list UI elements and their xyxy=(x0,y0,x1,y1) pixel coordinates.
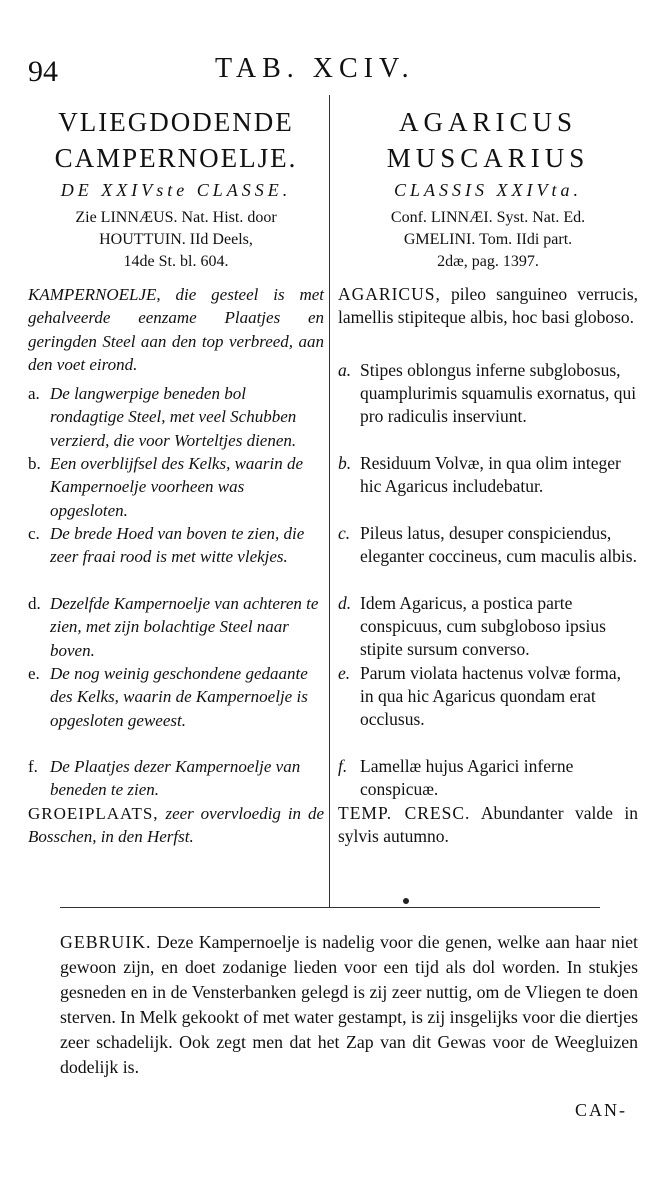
gebruik-paragraph xyxy=(60,930,638,1080)
right-item-marker: d. xyxy=(338,592,352,613)
left-item-marker: b. xyxy=(28,454,41,474)
right-temp xyxy=(338,802,638,849)
page-number: 94 xyxy=(28,55,58,88)
left-items xyxy=(28,382,324,802)
left-item-text: Een overblijfsel des Kelks, waarin de Kampernoelje voorheen was opgesloten. xyxy=(50,454,304,520)
right-item-text: Parum violata hactenus volvæ forma, in qua hic Agaricus quondam erat occlusus. xyxy=(360,662,621,730)
left-item-d xyxy=(28,592,324,662)
right-intro-label: AGARICUS, xyxy=(338,284,441,304)
left-ref-line2: HOUTTUIN. IId Deels, xyxy=(99,231,253,248)
right-item-d xyxy=(338,592,638,662)
right-ref-line2: GMELINI. Tom. IIdi part. xyxy=(403,231,573,248)
left-groeiplaats xyxy=(28,802,324,849)
left-item-a xyxy=(28,382,324,452)
column-divider xyxy=(329,95,330,907)
gebruik-text: Deze Kampernoelje is nadelig voor die genen, welke aan haar niet gewoon zijn, en doet zodanige lieden voor een tijd als dol worden. In stukjes gesneden en in de Vensterbanken gelegd is zij zeer nuttig, om de Vliegen te doen sterven. In Melk gekookt of met water gestampt, is zij insgelijks voor die diertjes zeer schadelijk. Ook zegt men dat het Zap van dit Gewas voor de Weegluizen dodelijk is. xyxy=(60,932,638,1077)
left-title-line2: CAMPERNOELJE. xyxy=(54,143,298,173)
catchword: CAN- xyxy=(575,1100,627,1120)
right-item-text: Residuum Volvæ, in qua olim integer hic Agaricus includebatur. xyxy=(360,452,621,496)
left-item-e xyxy=(28,662,324,755)
left-item-b xyxy=(28,452,324,522)
groeiplaats-text: zeer overvloedig in de Bosschen, in den Herfst. xyxy=(28,804,324,847)
right-title-line2: MUSCARIUS xyxy=(386,143,590,173)
right-class-line: CLASSIS XXIVta. xyxy=(394,180,582,200)
left-item-text: De Plaatjes dezer Kampernoelje van beneden te zien. xyxy=(50,757,301,800)
plate-title: TAB. XCIV. xyxy=(215,53,415,84)
left-item-text: Dezelfde Kampernoelje van achteren te zien, met zijn bolachtige Steel naar boven. xyxy=(50,594,319,660)
right-item-f xyxy=(338,755,638,802)
right-item-marker: f. xyxy=(338,755,348,776)
right-item-marker: b. xyxy=(338,452,352,473)
left-title-line1: VLIEGDODENDE xyxy=(58,107,294,137)
right-item-marker: e. xyxy=(338,662,351,683)
ornament-dot xyxy=(403,898,409,904)
right-intro xyxy=(338,283,638,330)
temp-label: TEMP. CRESC. xyxy=(338,802,471,823)
left-item-marker: e. xyxy=(28,664,40,684)
right-item-text: Stipes oblongus inferne subglobosus, quamplurimis squamulis exornatus, qui pro radiculis inserviunt. xyxy=(360,359,637,427)
left-item-marker: c. xyxy=(28,524,40,544)
left-item-marker: d. xyxy=(28,594,41,614)
gebruik-label: GEBRUIK. xyxy=(60,932,152,952)
right-item-e xyxy=(338,662,638,755)
left-item-f xyxy=(28,755,324,802)
left-intro: KAMPERNOELJE, die gesteel is met gehalveerde eenzame Plaatjes en geringden Steel aan den top verbreed, aan den voet eirond. xyxy=(28,285,324,374)
section-rule xyxy=(60,907,600,908)
right-item-b xyxy=(338,452,638,522)
left-item-marker: f. xyxy=(28,757,38,777)
right-item-text: Lamellæ hujus Agarici inferne conspicuæ. xyxy=(360,755,574,799)
left-column xyxy=(28,104,324,849)
right-item-marker: c. xyxy=(338,522,351,543)
left-item-marker: a. xyxy=(28,384,40,404)
right-ref-line3: 2dæ, pag. 1397. xyxy=(437,253,539,270)
left-ref-line3: 14de St. bl. 604. xyxy=(123,253,229,270)
right-item-text: Pileus latus, desuper conspiciendus, eleganter coccineus, cum maculis albis. xyxy=(360,522,637,566)
right-intro-text: pileo sanguineo verrucis, lamellis stipiteque albis, hoc basi globoso. xyxy=(338,284,638,328)
left-item-text: De brede Hoed van boven te zien, die zeer fraai rood is met witte vlekjes. xyxy=(50,524,305,567)
groeiplaats-label: GROEIPLAATS, xyxy=(28,804,159,824)
right-items xyxy=(338,359,638,802)
right-title-line1: AGARICUS xyxy=(398,107,578,137)
right-item-c xyxy=(338,522,638,592)
right-column xyxy=(338,104,638,848)
right-item-text: Idem Agaricus, a postica parte conspicuus, cum subgloboso ipsius stipite sursum converso. xyxy=(360,592,606,660)
right-ref-line1: Conf. LINNÆI. Syst. Nat. Ed. xyxy=(390,209,586,226)
right-item-marker: a. xyxy=(338,359,352,380)
right-item-a xyxy=(338,359,638,452)
left-class-line: DE XXIVste CLASSE. xyxy=(60,180,292,200)
left-item-c xyxy=(28,522,324,592)
left-item-text: De langwerpige beneden bol rondagtige Steel, met veel Schubben verzierd, die voor Worteltjes dienen. xyxy=(50,384,297,450)
left-item-text: De nog weinig geschondene gedaante des Kelks, waarin de Kampernoelje is opgesloten geweest. xyxy=(50,664,308,730)
temp-text: Abundanter valde in sylvis autumno. xyxy=(338,802,638,846)
left-ref-line1: Zie LINNÆUS. Nat. Hist. door xyxy=(75,209,277,226)
